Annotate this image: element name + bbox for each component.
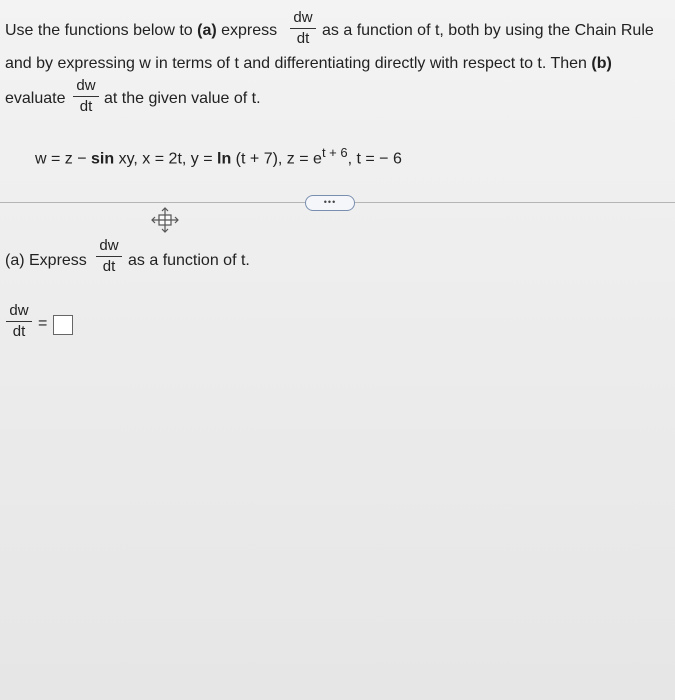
answer-input[interactable] bbox=[53, 315, 73, 335]
fraction-bar bbox=[6, 321, 32, 322]
more-button[interactable]: ••• bbox=[305, 195, 355, 211]
sin-operator: sin bbox=[91, 150, 115, 168]
problem-line-2 bbox=[5, 55, 612, 73]
ln-operator: ln bbox=[217, 150, 232, 168]
equals-sign: = bbox=[38, 315, 48, 332]
equation-text: (t + 7), z = e bbox=[231, 150, 322, 168]
move-icon[interactable] bbox=[148, 206, 182, 234]
dw-dt-fraction bbox=[73, 78, 99, 115]
answer-dw-dt-fraction bbox=[6, 303, 32, 340]
part-a-suffix: as a function of t. bbox=[128, 252, 250, 269]
fraction-numerator: dw bbox=[99, 237, 119, 254]
fraction-bar bbox=[73, 96, 99, 97]
part-a-prefix: (a) Express bbox=[5, 252, 87, 269]
fraction-denominator: dt bbox=[12, 323, 26, 340]
fraction-bar bbox=[290, 28, 316, 29]
fraction-numerator: dw bbox=[9, 302, 29, 319]
fraction-numerator: dw bbox=[76, 77, 96, 94]
problem-line-1 bbox=[5, 22, 277, 40]
part-b-tag: (b) bbox=[591, 55, 612, 72]
problem-text: and by expressing w in terms of t and differentiating directly with respect to t. Then bbox=[5, 55, 592, 72]
dw-dt-fraction bbox=[96, 238, 122, 275]
problem-line-1-end: as a function of t, both by using the Chain Rule bbox=[322, 22, 654, 39]
fraction-bar bbox=[96, 256, 122, 257]
fraction-denominator: dt bbox=[296, 30, 310, 47]
fraction-denominator: dt bbox=[79, 98, 93, 115]
dw-dt-fraction bbox=[290, 10, 316, 47]
equation-text: , t = − 6 bbox=[347, 150, 402, 168]
fraction-denominator: dt bbox=[102, 258, 116, 275]
problem-line-3-end: at the given value of t. bbox=[104, 90, 261, 107]
given-functions bbox=[35, 145, 402, 168]
problem-line-3-start: evaluate bbox=[5, 90, 66, 107]
equation-text: xy, x = 2t, y = bbox=[114, 150, 218, 168]
problem-text: Use the functions below to bbox=[5, 22, 198, 39]
exponent: t + 6 bbox=[321, 145, 348, 160]
fraction-numerator: dw bbox=[293, 9, 313, 26]
equation-text: w = z − bbox=[35, 150, 92, 168]
problem-text: express bbox=[216, 22, 278, 39]
part-a-tag: (a) bbox=[197, 22, 217, 39]
